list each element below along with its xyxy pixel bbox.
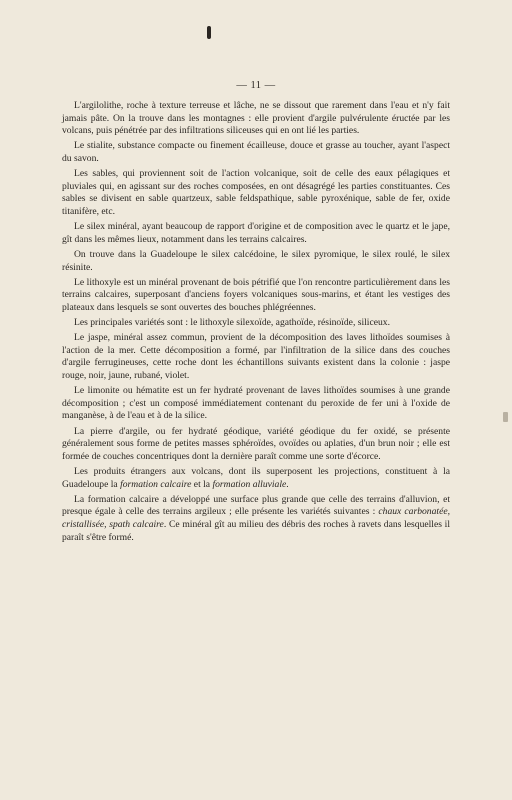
page-number: — 11 — bbox=[236, 80, 276, 91]
paragraph bbox=[62, 100, 450, 138]
page-edge-mark bbox=[503, 412, 508, 422]
paragraph bbox=[62, 277, 450, 315]
paragraph bbox=[62, 466, 450, 491]
paragraph bbox=[62, 168, 450, 218]
text-run: . bbox=[286, 478, 289, 490]
text-run: La pierre d'argile, ou fer hydraté géodique, variété géodique du fer oxidé, se présente généralement sous forme de petites masses sphéroïdes, ovoïdes ou aplaties, d'un brun noir ; elle est formée de couches concentriques dont la dernière paraît comme une sorte d'écorce. bbox=[62, 425, 450, 462]
paragraph bbox=[62, 140, 450, 165]
text-run: L'argilolithe, roche à texture terreuse et lâche, ne se dissout que rarement dans l'eau et n'y fait jamais pâte. On la trouve dans les montagnes : elle provient d'argile pulvérulente éructée par les volcans, puis pénétrée par des infiltrations siliceuses qui en ont lié les parties. bbox=[62, 100, 450, 137]
text-run: Le jaspe, minéral assez commun, provient de la décomposition des laves lithoïdes soumises à l'action de la mer. Cette décomposition a formé, par l'infiltration de la silice dans des couches d'argile ferrugineuses, cette roche dont les échantillons suivants existent dans la colonie : jaspe rouge, noir, jaune, rubané, violet. bbox=[62, 332, 450, 382]
text-run: La formation calcaire a développé une surface plus grande que celle des terrains d'alluvion, et presque égale à celle des terrains argileux ; elle présente les variétés suivantes : bbox=[62, 493, 450, 518]
paragraph bbox=[62, 249, 450, 274]
italic-term: chaux carbonatée, cristallisée, spath calcaire bbox=[62, 506, 450, 530]
paragraph bbox=[62, 332, 450, 382]
body-text bbox=[62, 100, 450, 547]
paragraph bbox=[62, 385, 450, 423]
text-run: Le limonite ou hématite est un fer hydraté provenant de laves lithoïdes soumises à une grande décomposition ; c'est un composé immédiatement contenant du peroxide de fer uni à l'oxide de manganèse, à de l'eau et à de la silice. bbox=[62, 385, 450, 422]
text-run: Le lithoxyle est un minéral provenant de bois pétrifié que l'on rencontre particulièrement dans les terrains calcaires, superposant d'anciens foyers volcaniques sous-marins, et étant les vestiges des plateaux dans lesquels se sont ouvertes des bouches phlégréennes. bbox=[62, 276, 450, 313]
text-run: et la bbox=[191, 478, 213, 490]
text-run: Le silex minéral, ayant beaucoup de rapport d'origine et de composition avec le quartz et le jape, gît dans les mêmes lieux, notamment dans les terrains calcaires. bbox=[62, 221, 450, 245]
italic-term: formation calcaire bbox=[120, 478, 192, 490]
ink-blot-mark bbox=[207, 26, 211, 39]
paragraph bbox=[62, 221, 450, 246]
text-run: Les produits étrangers aux volcans, dont ils superposent les projections, constituent à la Guadeloupe la bbox=[62, 465, 450, 490]
text-run: On trouve dans la Guadeloupe le silex calcédoine, le silex pyromique, le silex roulé, le silex résinite. bbox=[62, 248, 450, 273]
paragraph bbox=[62, 317, 450, 330]
paragraph bbox=[62, 494, 450, 544]
italic-term: formation alluviale bbox=[212, 478, 287, 490]
paragraph bbox=[62, 426, 450, 464]
text-run: . Ce minéral gît au milieu des débris des roches à ravets dans lesquelles il paraît s'être formé. bbox=[62, 518, 451, 543]
text-run: Les sables, qui proviennent soit de l'action volcanique, soit de celle des eaux pélagiques et pluviales qui, en agissant sur des roches composées, en ont désagrégé les parties constituantes. Ces sables se divisent en sable quartzeux, sable feldspathique, sable pyroxénique, sable de fer, oxide titanifère, etc. bbox=[62, 168, 450, 217]
text-run: Les principales variétés sont : le lithoxyle silexoïde, agathoïde, résinoïde, siliceux. bbox=[74, 317, 390, 329]
text-run: Le stialite, substance compacte ou finement écailleuse, douce et grasse au toucher, ayant l'aspect du savon. bbox=[62, 140, 450, 164]
